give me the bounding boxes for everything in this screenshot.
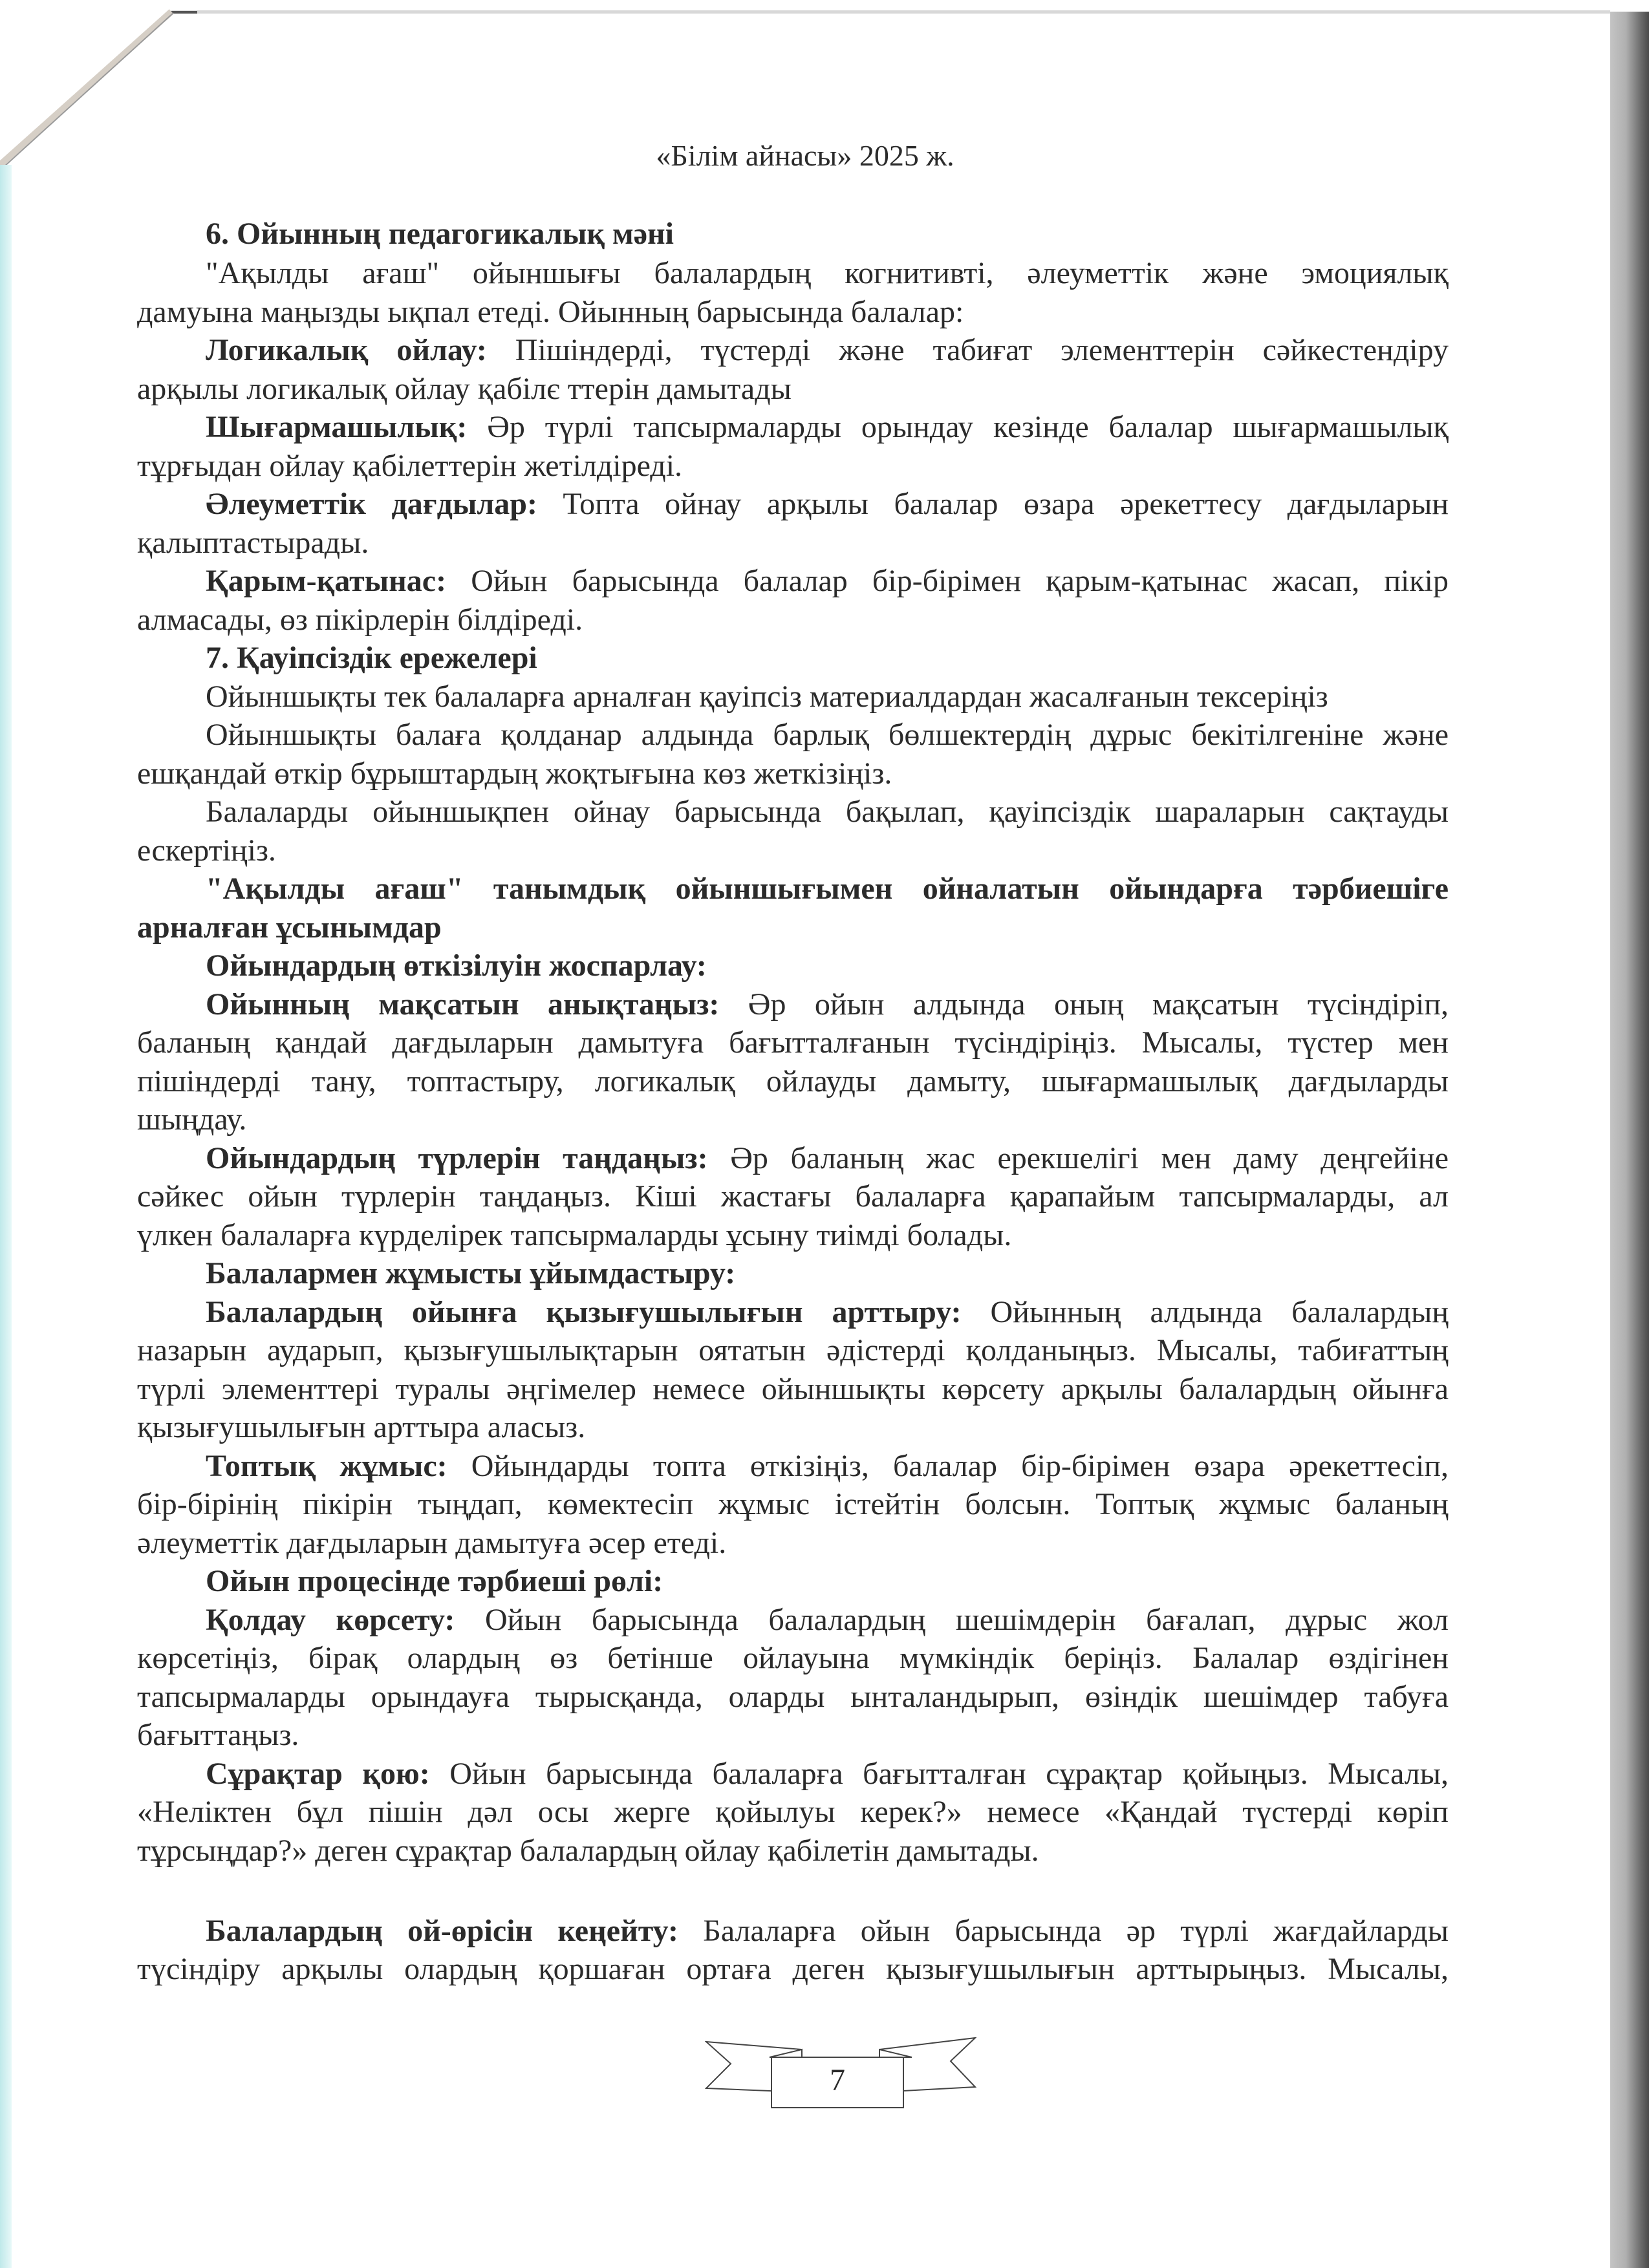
paragraph-line [206, 989, 1449, 1021]
paragraph-line: ешқандай өткір бұрыштардың жоқтығына көз жеткізіңіз. [137, 756, 892, 791]
scan-right-edge-shadow [1610, 12, 1649, 2268]
paragraph-line: алмасады, өз пікірлерін білдіреді. [137, 603, 583, 637]
paragraph-line: тапсырмаларды орындауға тырысқанда, оларды ынталандырып, өзіндік шешімдер табуға [137, 1680, 1449, 1714]
paragraph-line: баланың қандай дағдыларын дамытуға бағытталғанын түсіндіріңіз. Мысалы, түстер мен [137, 1025, 1449, 1060]
subheading-organize-text: Балалармен жұмысты ұйымдастыру: [206, 1256, 736, 1290]
paragraph-line: ескертіңіз. [137, 833, 276, 868]
paragraph-line [206, 1296, 1449, 1329]
section-7-heading [206, 642, 1449, 674]
subheading-planning [206, 950, 1449, 982]
paragraph-line: арқылы логикалық ойлау қабілє ттерін дамытады [137, 372, 792, 406]
paragraph-line: көрсетіңіз, бірақ олардың өз бетінше ойлауына мүмкіндік беріңіз. Балалар өздігінен [137, 1641, 1449, 1675]
paragraph-line: Балаларды ойыншықпен ойнау барысында бақылап, қауіпсіздік шараларын сақтауды [206, 795, 1449, 829]
paragraph-line [206, 1450, 1449, 1482]
term-creative: Шығармашылық: [206, 410, 468, 444]
section-6-heading [206, 218, 1449, 250]
paragraph-line: назарын аударып, қызығушылықтарын оятатын әдістерді қолданыңыз. Мысалы, табиғаттың [137, 1333, 1449, 1367]
paragraph-line [206, 488, 1449, 520]
paragraph-line: бір-бірінің пікірін тыңдап, көмектесіп жұмыс істейтін болсын. Топтық жұмыс баланың [137, 1487, 1449, 1521]
term-horizon-text: Балаларға ойын барысында әр түрлі жағдайларды [678, 1914, 1449, 1948]
paragraph-line: Ойыншықты балаға қолданар алдында барлық бөлшектердің дұрыс бекітілгеніне және [206, 718, 1449, 752]
paragraph-line: сәйкес ойын түрлерін таңдаңыз. Кіші жастағы балаларға қарапайым тапсырмаларды, ал [137, 1179, 1449, 1214]
term-questions: Сұрақтар қою: [206, 1757, 430, 1791]
paragraph-line: Ойыншықты тек балаларға арналған қауіпсіз материалдардан жасалғанын тексеріңіз [206, 679, 1328, 714]
scan-left-edge [0, 165, 12, 2268]
paragraph-line [206, 565, 1449, 597]
term-interest-text: Ойынның алдында балалардың [961, 1295, 1449, 1329]
paragraph-line: түрлі элементтері туралы әңгімелер немесе ойыншықты көрсету арқылы балалардың ойынға [137, 1372, 1449, 1406]
paragraph-line [206, 1142, 1449, 1175]
running-header: «Білім айнасы» 2025 ж. [656, 139, 954, 172]
paragraph-line: қалыптастырады. [137, 526, 369, 560]
scan-top-edge [171, 10, 1610, 14]
paragraph-line: пішіндерді тану, топтастыру, логикалық ойлауды дамыту, шығармашылық дағдыларды [137, 1064, 1449, 1098]
section-7-heading-text: 7. Қауіпсіздік ережелері [206, 641, 537, 675]
paragraph-line: тұрсыңдар?» деген сұрақтар балалардың ойлау қабілетін дамытады. [137, 1834, 1039, 1868]
term-communication: Қарым-қатынас: [206, 564, 447, 598]
paragraph-line: тұрғыдан ойлау қабілеттерін жетілдіреді. [137, 449, 683, 483]
term-types: Ойындардың түрлерін таңдаңыз: [206, 1141, 708, 1175]
term-goal: Ойынның мақсатын анықтаңыз: [206, 987, 720, 1022]
recommendations-title [137, 912, 1449, 944]
paragraph-line: шыңдау. [137, 1102, 247, 1137]
recommendations-title [206, 873, 1449, 905]
term-communication-text: Ойын барысында балалар бір-бірімен қарым-қатынас жасап, пікір [446, 564, 1449, 598]
term-interest: Балалардың ойынға қызығушылығын арттыру: [206, 1295, 962, 1329]
term-logic-text: Пішіндерді, түстерді және табиғат элементтерін сәйкестендіру [486, 333, 1449, 367]
term-group: Топтық жұмыс: [206, 1449, 447, 1483]
paragraph-line: әлеуметтік дағдыларын дамытуға әсер етеді. [137, 1526, 727, 1560]
subheading-role-text: Ойын процесінде тәрбиеші рөлі: [206, 1564, 663, 1598]
paragraph-line: «Неліктен бұл пішін дәл осы жерге қойылуы керек?» немесе «Қандай түстерді көріп [137, 1795, 1449, 1829]
subheading-organize [206, 1257, 1449, 1290]
paragraph-line [206, 1758, 1449, 1790]
term-questions-text: Ойын барысында балаларға бағытталған сұрақтар қойыңыз. Мысалы, [429, 1757, 1449, 1791]
term-types-text: Әр баланың жас ерекшелігі мен даму деңгейіне [707, 1141, 1449, 1175]
recommendations-title-line-1: "Ақылды ағаш" танымдық ойыншығымен ойналатын ойындарға тәрбиешіге [206, 872, 1449, 906]
paragraph-line: бағыттаңыз. [137, 1718, 299, 1752]
term-group-text: Ойындарды топта өткізіңіз, балалар бір-бірімен өзара әрекеттесіп, [447, 1449, 1449, 1483]
recommendations-title-line-2: арналған ұсынымдар [137, 910, 442, 945]
term-support-text: Ойын барысында балалардың шешімдерін бағалап, дұрыс жол [455, 1603, 1449, 1637]
term-horizon: Балалардың ой-өрісін кеңейту: [206, 1914, 679, 1948]
term-social: Әлеуметтік дағдылар: [206, 487, 537, 521]
term-logic: Логикалық ойлау: [206, 333, 487, 367]
term-goal-text: Әр ойын алдында оның мақсатын түсіндіріп, [719, 987, 1449, 1022]
paragraph-line: дамуына маңызды ықпал етеді. Ойынның барысында балалар: [137, 295, 964, 329]
paragraph-line [206, 1604, 1449, 1636]
term-creative-text: Әр түрлі тапсырмаларды орындау кезінде балалар шығармашылық [467, 410, 1449, 444]
section-6-heading-text: 6. Ойынның педагогикалық мәні [206, 217, 674, 251]
paragraph-line [206, 411, 1449, 444]
paragraph-line [206, 1915, 1449, 1947]
paragraph-line: "Ақылды ағаш" ойыншығы балалардың когнитивті, әлеуметтік және эмоциялық [206, 256, 1449, 290]
term-social-text: Топта ойнау арқылы балалар өзара әрекеттесу дағдыларын [537, 487, 1449, 521]
subheading-role [206, 1565, 1449, 1598]
page-number: 7 [830, 2063, 845, 2097]
term-support: Қолдау көрсету: [206, 1603, 455, 1637]
subheading-planning-text: Ойындардың өткізілуін жоспарлау: [206, 948, 707, 983]
paragraph-line [206, 334, 1449, 367]
paragraph-line: қызығушылығын арттыра аласыз. [137, 1410, 586, 1444]
paragraph-line: үлкен балаларға күрделірек тапсырмаларды ұсыну тиімді болады. [137, 1218, 1012, 1252]
paragraph-line: түсіндіру арқылы олардың қоршаған ортаға деген қызығушылығын арттырыңыз. Мысалы, [137, 1952, 1449, 1986]
